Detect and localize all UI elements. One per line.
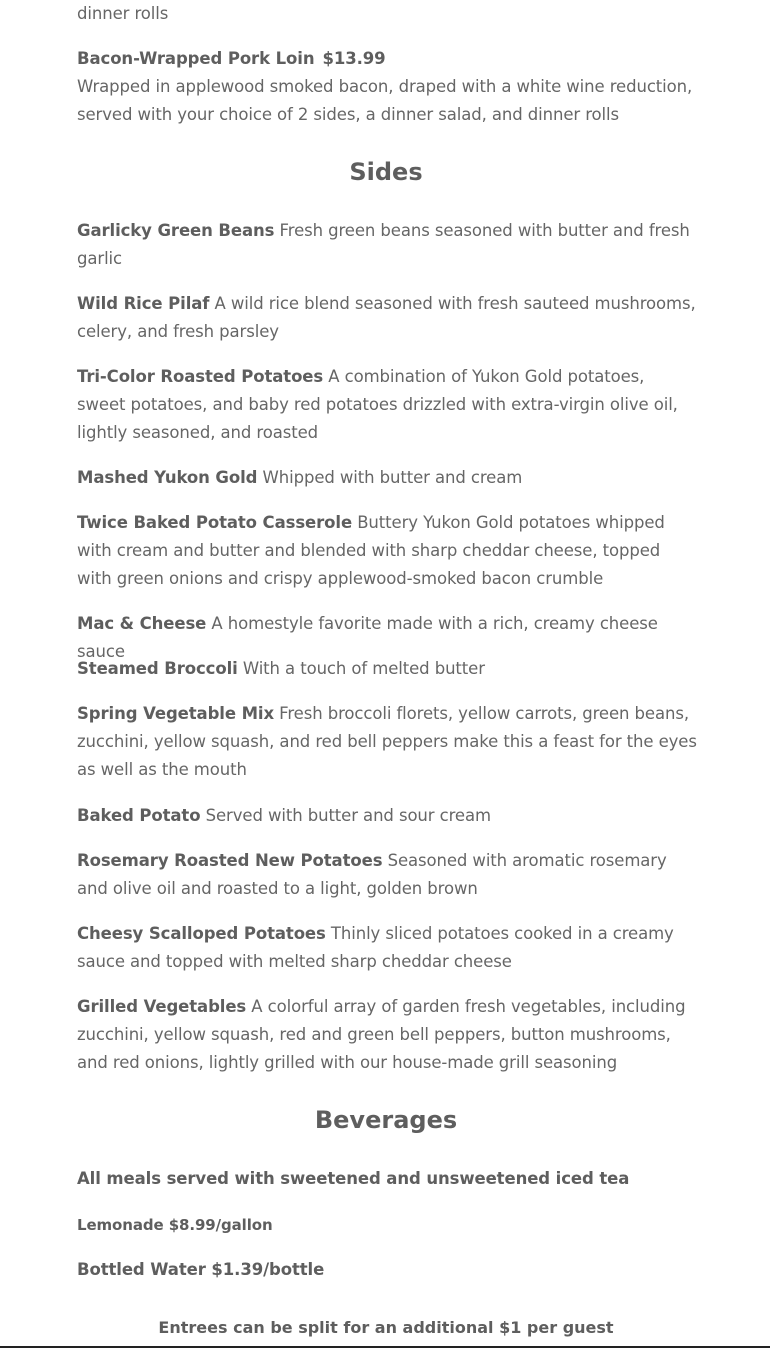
entree-item-bacon-wrapped-pork-loin bbox=[77, 45, 692, 129]
side-item bbox=[77, 290, 697, 346]
entree-desc-line-2: served with your choice of 2 sides, a dinner salad, and dinner rolls bbox=[77, 105, 620, 124]
side-name: Grilled Vegetables bbox=[77, 997, 247, 1016]
side-desc: Buttery Yukon Gold potatoes whipped with cream and butter and blended with sharp cheddar cheese, topped with green onions and crispy applewood-smoked bacon crumble bbox=[77, 513, 665, 588]
side-name: Tri-Color Roasted Potatoes bbox=[77, 367, 324, 386]
side-desc: Served with butter and sour cream bbox=[200, 806, 491, 825]
sides-heading: Sides bbox=[349, 158, 423, 186]
side-name: Twice Baked Potato Casserole bbox=[77, 513, 353, 532]
side-desc: With a touch of melted butter bbox=[237, 659, 485, 678]
side-desc: A combination of Yukon Gold potatoes, sweet potatoes, and baby red potatoes drizzled with extra-virgin olive oil, lightly seasoned, and roasted bbox=[77, 367, 678, 442]
lemonade-price: Lemonade $8.99/gallon bbox=[77, 1216, 273, 1234]
side-item bbox=[77, 217, 697, 273]
side-desc: Fresh green beans seasoned with butter and fresh garlic bbox=[77, 221, 690, 268]
side-desc: Seasoned with aromatic rosemary and olive oil and roasted to a light, golden brown bbox=[77, 851, 667, 898]
side-name: Steamed Broccoli bbox=[77, 659, 238, 678]
split-entree-note: Entrees can be split for an additional $1 per guest bbox=[158, 1318, 614, 1337]
side-desc: Thinly sliced potatoes cooked in a creamy sauce and topped with melted sharp cheddar cheese bbox=[77, 924, 674, 971]
side-name: Garlicky Green Beans bbox=[77, 221, 275, 240]
entree-desc-line-1: Wrapped in applewood smoked bacon, draped with a white wine reduction, bbox=[77, 77, 693, 96]
side-desc: A colorful array of garden fresh vegetables, including zucchini, yellow squash, red and green bell peppers, button mushrooms, and red onions, lightly grilled with our house-made grill seasoning bbox=[77, 997, 686, 1072]
side-desc: Whipped with butter and cream bbox=[257, 468, 523, 487]
side-name: Cheesy Scalloped Potatoes bbox=[77, 924, 326, 943]
side-name: Spring Vegetable Mix bbox=[77, 704, 274, 723]
beverages-heading: Beverages bbox=[314, 1106, 458, 1134]
side-item bbox=[77, 847, 697, 903]
side-item bbox=[77, 920, 697, 976]
side-item bbox=[77, 802, 697, 830]
bottled-water-price: Bottled Water $1.39/bottle bbox=[77, 1260, 325, 1279]
side-name: Mashed Yukon Gold bbox=[77, 468, 258, 487]
side-name: Rosemary Roasted New Potatoes bbox=[77, 851, 383, 870]
side-desc: A wild rice blend seasoned with fresh sauteed mushrooms, celery, and fresh parsley bbox=[77, 294, 696, 341]
side-item bbox=[77, 509, 697, 593]
side-item bbox=[77, 993, 697, 1077]
iced-tea-note: All meals served with sweetened and unsweetened iced tea bbox=[77, 1169, 630, 1188]
side-name: Baked Potato bbox=[77, 806, 201, 825]
entree-price: $13.99 bbox=[322, 49, 386, 68]
previous-item-desc-tail: dinner rolls bbox=[77, 4, 169, 23]
side-item bbox=[77, 655, 697, 683]
side-desc: Fresh broccoli florets, yellow carrots, green beans, zucchini, yellow squash, and red bell peppers make this a feast for the eyes as well as the mouth bbox=[77, 704, 697, 779]
side-name: Mac & Cheese bbox=[77, 614, 207, 633]
side-item bbox=[77, 363, 697, 447]
side-item bbox=[77, 700, 697, 784]
side-item bbox=[77, 464, 697, 492]
side-desc: A homestyle favorite made with a rich, creamy cheese sauce bbox=[77, 614, 658, 661]
entree-name: Bacon-Wrapped Pork Loin bbox=[77, 49, 315, 68]
side-name: Wild Rice Pilaf bbox=[77, 294, 210, 313]
